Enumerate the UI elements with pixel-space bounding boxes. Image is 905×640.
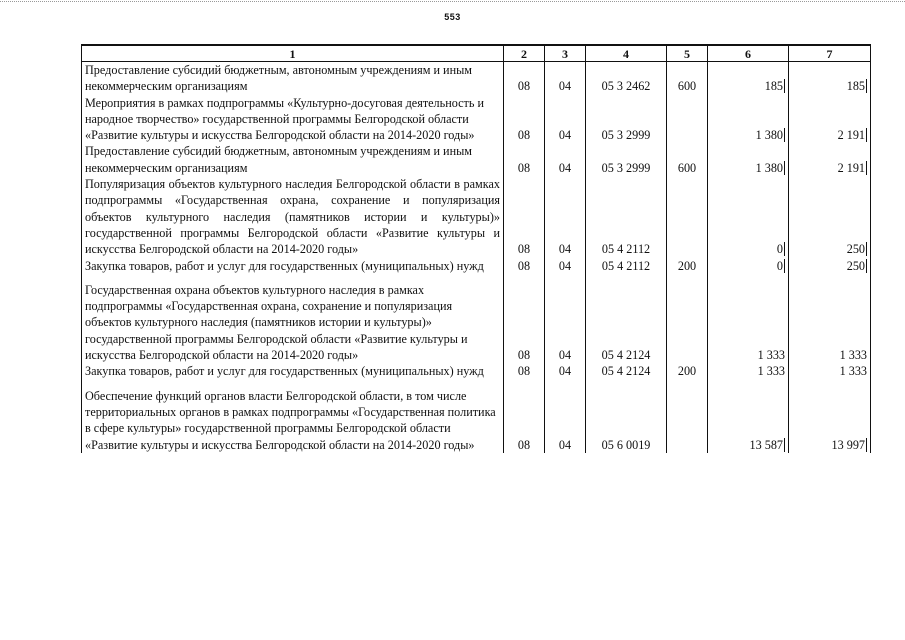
row-section: 08 (504, 95, 545, 144)
row-expense-type: 200 (667, 258, 708, 274)
header-col-7: 7 (789, 45, 871, 62)
header-col-6: 6 (708, 45, 789, 62)
row-target-article: 05 4 2124 (586, 363, 667, 379)
row-amount-col6 (708, 258, 789, 274)
row-description: Обеспечение функций органов власти Белгородской области, в том числе территориальных органов в рамках подпрограммы «Государственная политика в сфере культуры» государственной программы Белгородской области «Развитие культуры и искусства Белгородской области на 2014-2020 годы» (82, 388, 504, 453)
row-amount-col6: 1 333 (708, 363, 789, 379)
row-target-article: 05 6 0019 (586, 388, 667, 453)
row-subsection: 04 (545, 363, 586, 379)
row-amount-col6 (708, 95, 789, 144)
row-subsection: 04 (545, 143, 586, 176)
amount-value: 185 (846, 79, 865, 94)
table-row (82, 95, 871, 144)
amount-value: 1 380 (755, 128, 783, 143)
header-col-2: 2 (504, 45, 545, 62)
row-expense-type: 600 (667, 143, 708, 176)
header-col-5: 5 (667, 45, 708, 62)
row-section: 08 (504, 388, 545, 453)
spacer-cell (667, 380, 708, 388)
page-number: 553 (444, 12, 461, 22)
amount-value: 185 (764, 79, 783, 94)
row-target-article: 05 4 2112 (586, 176, 667, 257)
spacer-cell (82, 380, 504, 388)
header-col-3: 3 (545, 45, 586, 62)
row-amount-col7 (789, 95, 871, 144)
row-expense-type (667, 176, 708, 257)
spacer-cell (545, 274, 586, 282)
header-row (82, 45, 871, 62)
table-row (82, 258, 871, 274)
amount-value: 250 (846, 242, 865, 257)
spacer-cell (504, 274, 545, 282)
amount-value: 0 (776, 258, 783, 273)
spacer-cell (708, 274, 789, 282)
table-row (82, 143, 871, 176)
row-amount-col6 (708, 176, 789, 257)
table-row (82, 282, 871, 363)
row-description: Предоставление субсидий бюджетным, автономным учреждениям и иным некоммерческим организациям (82, 143, 504, 176)
row-amount-col7: 1 333 (789, 363, 871, 379)
top-rule (0, 1, 905, 2)
row-expense-type (667, 388, 708, 453)
row-spacer (82, 274, 871, 282)
amount-value: 1 380 (755, 160, 783, 175)
row-amount-col7: 1 333 (789, 282, 871, 363)
row-description: Закупка товаров, работ и услуг для государственных (муниципальных) нужд (82, 258, 504, 274)
row-expense-type (667, 95, 708, 144)
amount-value: 0 (776, 242, 783, 257)
budget-table (81, 44, 871, 453)
row-target-article: 05 3 2462 (586, 62, 667, 95)
table-row (82, 62, 871, 95)
spacer-cell (789, 380, 871, 388)
row-section: 08 (504, 176, 545, 257)
spacer-cell (789, 274, 871, 282)
row-amount-col6 (708, 62, 789, 95)
row-target-article: 05 3 2999 (586, 143, 667, 176)
spacer-cell (504, 380, 545, 388)
row-amount-col6 (708, 388, 789, 453)
row-amount-col7 (789, 143, 871, 176)
row-section: 08 (504, 62, 545, 95)
row-amount-col7 (789, 258, 871, 274)
row-description: Закупка товаров, работ и услуг для государственных (муниципальных) нужд (82, 363, 504, 379)
table-row (82, 176, 871, 257)
row-amount-col6 (708, 143, 789, 176)
row-amount-col7 (789, 388, 871, 453)
table-row (82, 388, 871, 453)
amount-value: 2 191 (837, 128, 865, 143)
row-subsection: 04 (545, 95, 586, 144)
row-subsection: 04 (545, 62, 586, 95)
row-description: Государственная охрана объектов культурного наследия в рамках подпрограммы «Государственная охрана, сохранение и популяризация объектов культурного наследия (памятников истории и культуры)» государственной программы Белгородской области «Развитие культуры и искусства Белгородской области на 2014-2020 годы» (82, 282, 504, 363)
amount-value: 13 587 (749, 437, 783, 452)
header-col-4: 4 (586, 45, 667, 62)
row-section: 08 (504, 258, 545, 274)
row-target-article: 05 3 2999 (586, 95, 667, 144)
row-subsection: 04 (545, 258, 586, 274)
row-description: Популяризация объектов культурного наследия Белгородской области в рамках подпрограммы «Государственная охрана, сохранение и популяризация объектов культурного наследия (памятников истории и культуры)» государственной программы Белгородской области «Развитие культуры и искусства Белгородской области на 2014-2020 годы» (82, 176, 504, 257)
spacer-cell (545, 380, 586, 388)
spacer-cell (82, 274, 504, 282)
row-target-article: 05 4 2124 (586, 282, 667, 363)
row-expense-type: 600 (667, 62, 708, 95)
row-section: 08 (504, 363, 545, 379)
row-expense-type: 200 (667, 363, 708, 379)
spacer-cell (667, 274, 708, 282)
header-col-1: 1 (82, 45, 504, 62)
amount-value: 2 191 (837, 160, 865, 175)
spacer-cell (586, 274, 667, 282)
table-row (82, 363, 871, 379)
row-subsection: 04 (545, 282, 586, 363)
row-amount-col7 (789, 176, 871, 257)
row-spacer (82, 380, 871, 388)
row-section: 08 (504, 143, 545, 176)
row-expense-type (667, 282, 708, 363)
row-target-article: 05 4 2112 (586, 258, 667, 274)
row-subsection: 04 (545, 388, 586, 453)
amount-value: 250 (846, 258, 865, 273)
spacer-cell (708, 380, 789, 388)
row-description: Мероприятия в рамках подпрограммы «Культурно-досуговая деятельность и народное творчество» государственной программы Белгородской области «Развитие культуры и искусства Белгородской области на 2014-2020 годы» (82, 95, 504, 144)
row-subsection: 04 (545, 176, 586, 257)
spacer-cell (586, 380, 667, 388)
amount-value: 13 997 (831, 437, 865, 452)
row-amount-col6: 1 333 (708, 282, 789, 363)
row-amount-col7 (789, 62, 871, 95)
row-section: 08 (504, 282, 545, 363)
row-description: Предоставление субсидий бюджетным, автономным учреждениям и иным некоммерческим организациям (82, 62, 504, 95)
